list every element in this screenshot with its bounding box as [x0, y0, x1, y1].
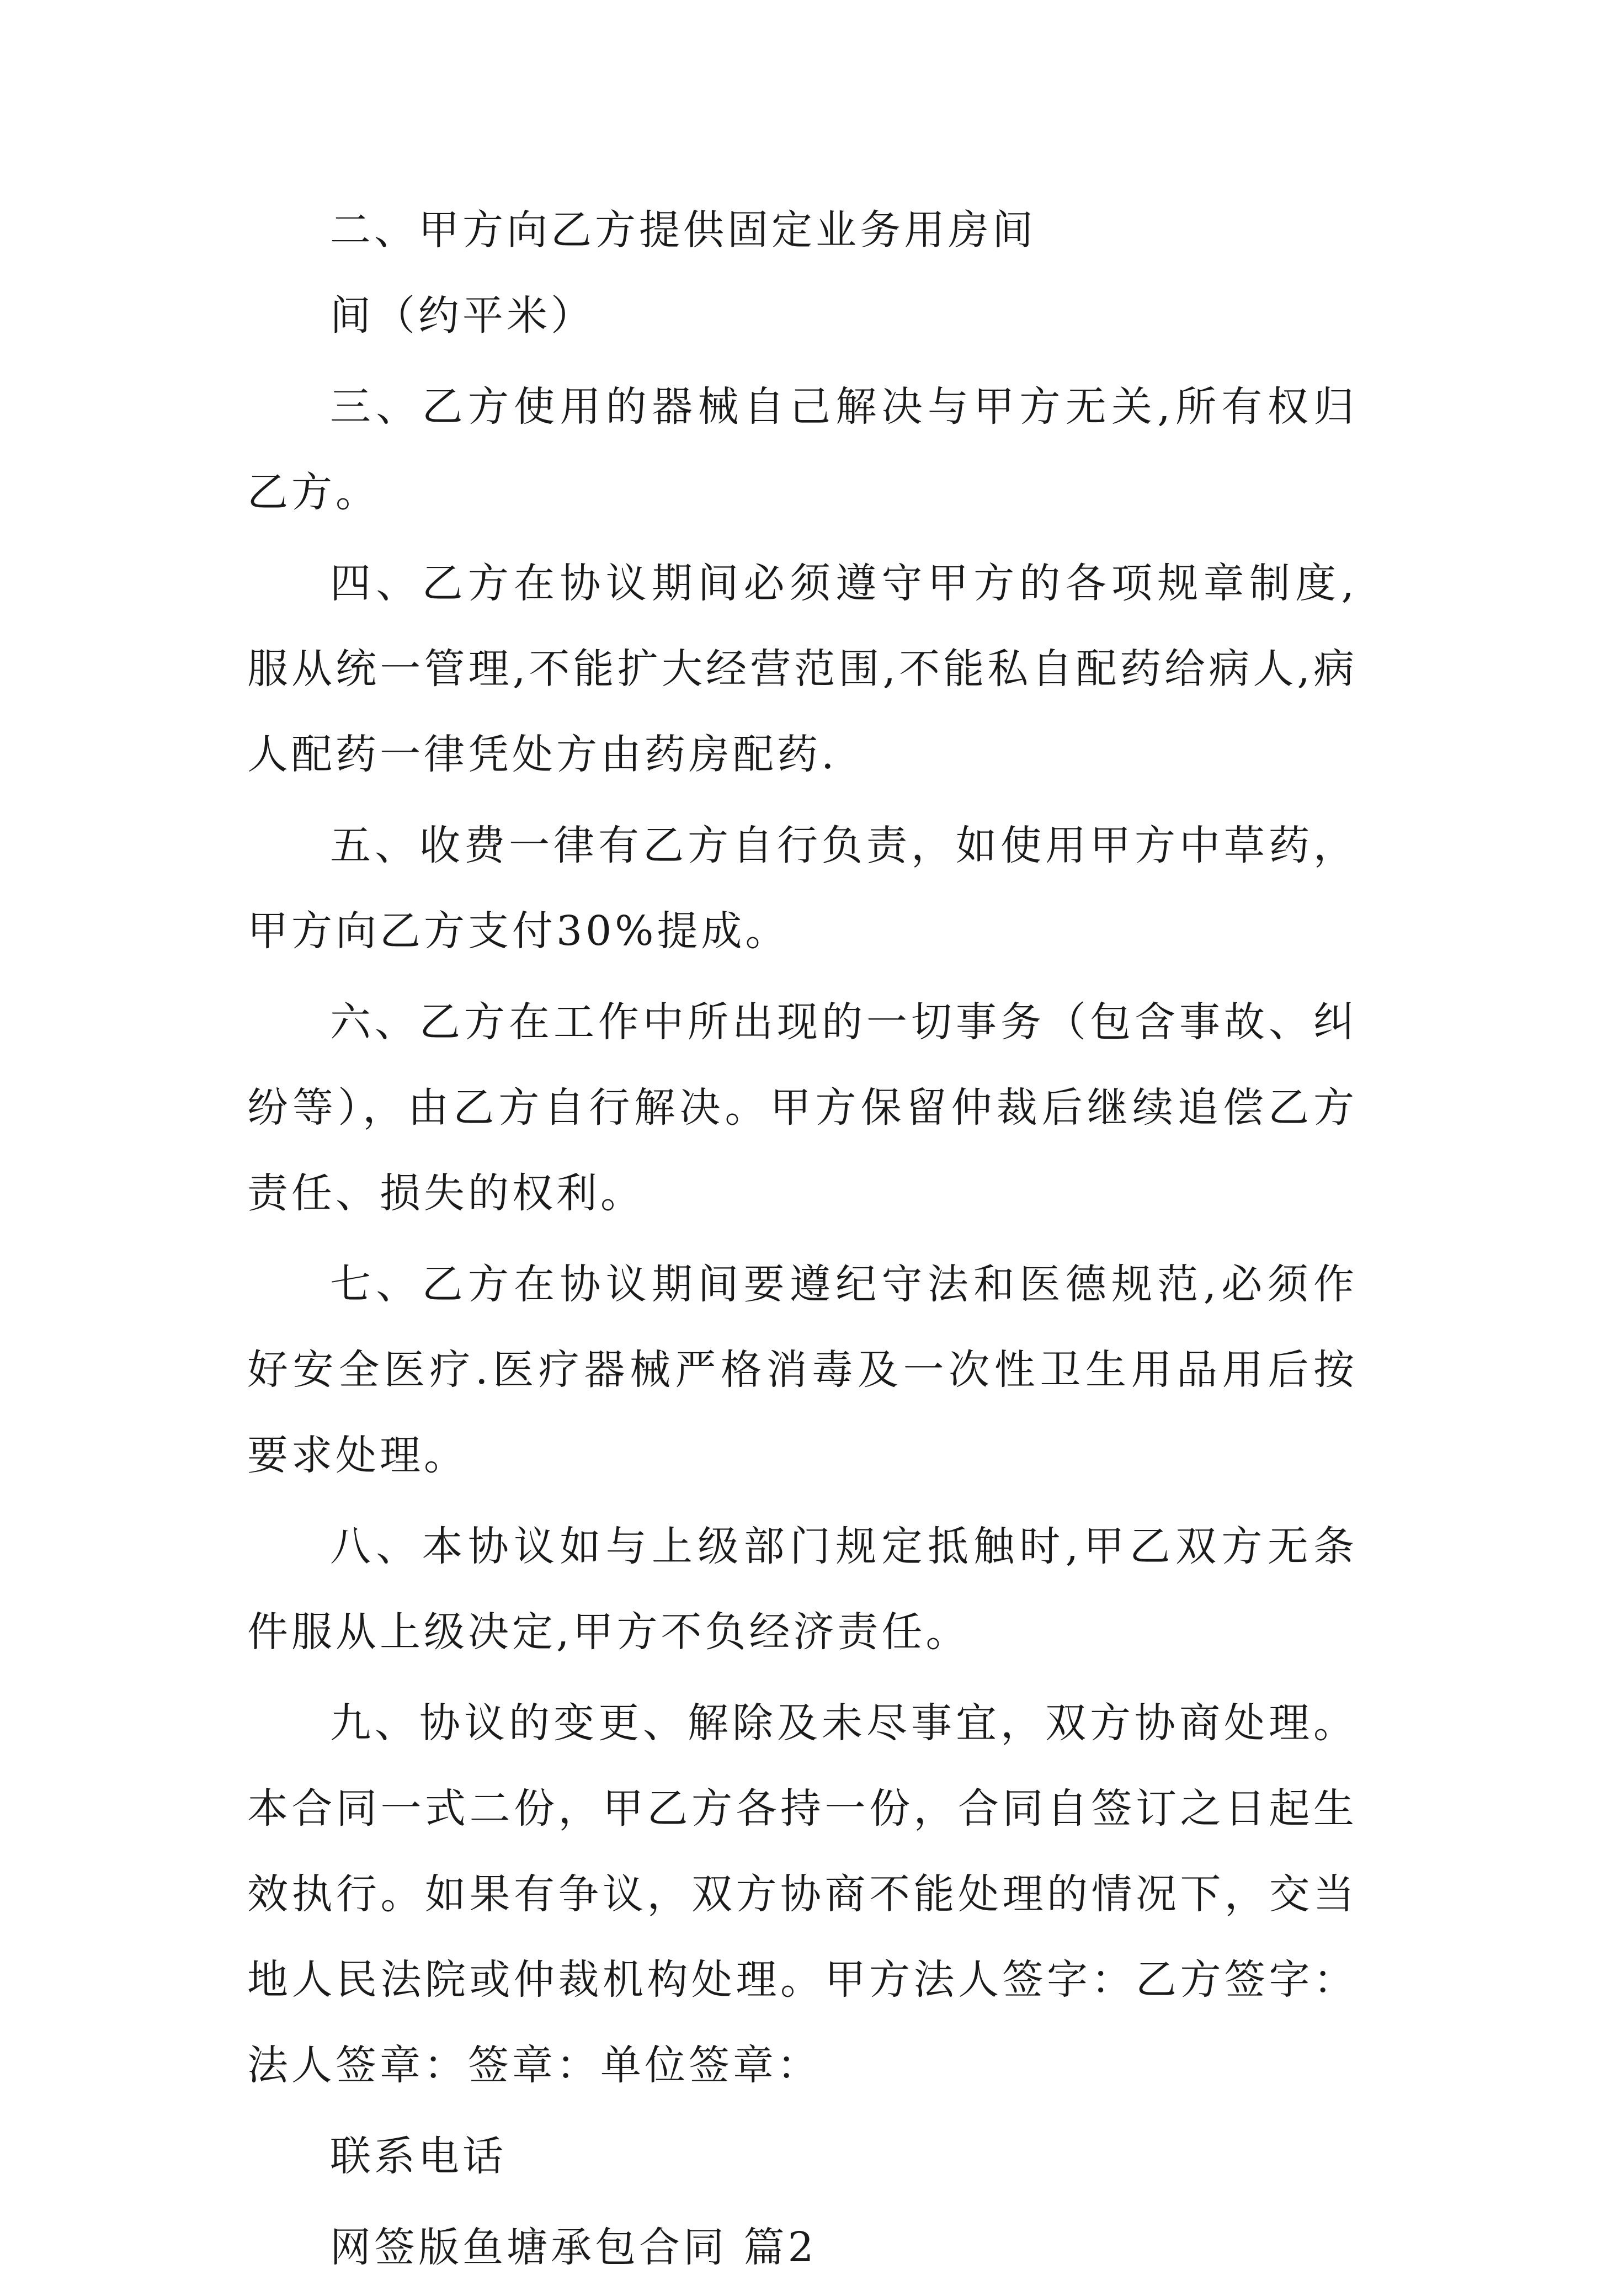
clause-2-line-1: 二、甲方向乙方提供固定业务用房间 [330, 206, 1036, 254]
contact-phone-label: 联系电话 [330, 2133, 507, 2180]
clause-8: 八、本协议如与上级部门规定抵触时,甲乙双方无条件服从上级决定,甲方不负经济责任。 [247, 1523, 1358, 1656]
document-page [247, 188, 1358, 2296]
clause-2-line-2: 间（约平米） [330, 292, 595, 339]
clause-3: 三、乙方使用的器械自己解决与甲方无关,所有权归乙方。 [247, 383, 1358, 516]
clause-6: 六、乙方在工作中所出现的一切事务（包含事故、纠纷等），由乙方自行解决。甲方保留仲裁后继续追偿乙方责任、损失的权利。 [247, 998, 1358, 1217]
clause-4: 四、乙方在协议期间必须遵守甲方的各项规章制度,服从统一管理,不能扩大经营范围,不能私自配药给病人,病人配药一律凭处方由药房配药. [247, 560, 1358, 778]
clause-7: 七、乙方在协议期间要遵纪守法和医德规范,必须作好安全医疗.医疗器械严格消毒及一次性卫生用品用后按要求处理。 [247, 1261, 1358, 1479]
clause-5: 五、收费一律有乙方自行负责，如使用甲方中草药，甲方向乙方支付30%提成。 [247, 822, 1358, 955]
clause-9: 九、协议的变更、解除及未尽事宜，双方协商处理。本合同一式二份，甲乙方各持一份，合同自签订之日起生效执行。如果有争议，双方协商不能处理的情况下，交当地人民法院或仲裁机构处理。甲方法人签字：乙方签字：法人签章：签章：单位签章： [247, 1699, 1358, 2089]
next-section-heading: 网签版鱼塘承包合同 篇2 [330, 2224, 817, 2271]
